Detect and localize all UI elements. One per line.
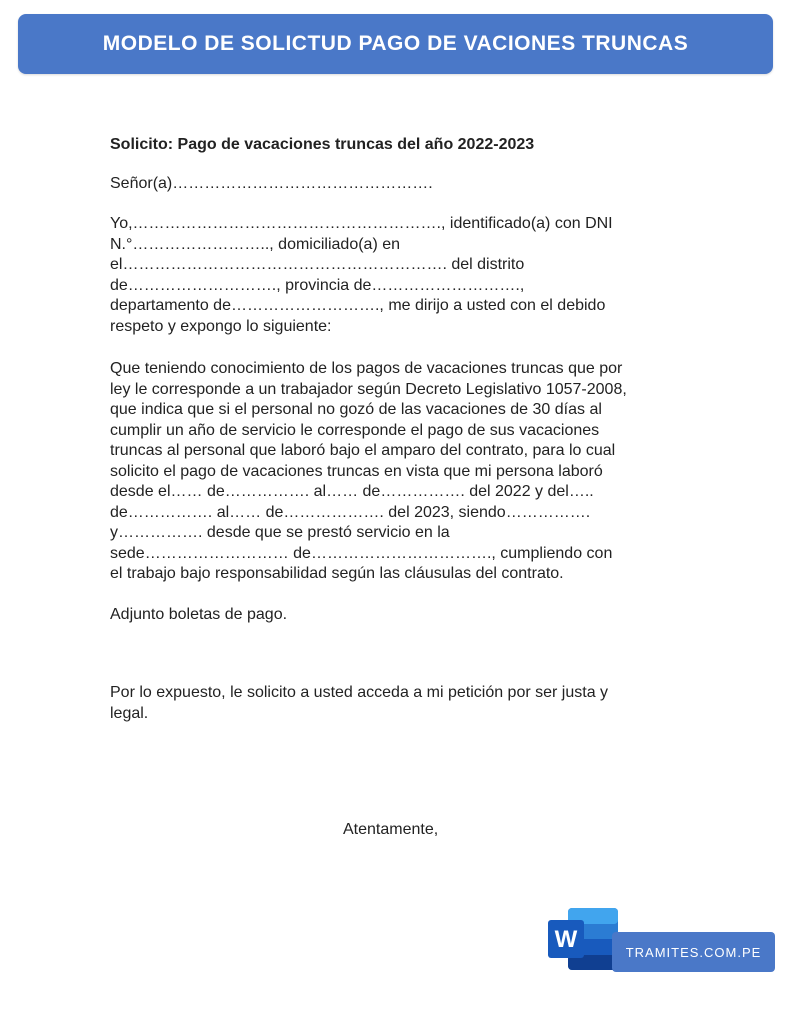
word-letter: W	[554, 926, 578, 953]
greeting-line: Señor(a)………………………………………….	[110, 174, 433, 192]
paragraph-line: N.°…………………….., domiciliado(a) en	[110, 235, 401, 253]
request-paragraph	[110, 683, 710, 724]
paragraph-line: que indica que si el personal no gozó de las vacaciones de 30 días al	[110, 401, 602, 418]
page-title: MODELO DE SOLICTUD PAGO DE VACIONES TRUNCAS	[102, 32, 689, 55]
paragraph-line: legal.	[110, 704, 149, 722]
subject-line: Solicito: Pago de vacaciones truncas del año 2022-2023	[110, 136, 535, 153]
paragraph-line: desde el…… de……………. al…… de……………. del 2022 y del…..	[110, 483, 594, 500]
site-url: TRAMITES.COM.PE	[625, 944, 762, 960]
attachment-line: Adjunto boletas de pago.	[110, 605, 288, 623]
identification-paragraph	[110, 214, 710, 337]
paragraph-line: el……………………………………………………. del distrito	[110, 256, 525, 273]
request-details-paragraph	[110, 359, 710, 585]
paragraph-line: respeto y expongo lo siguiente:	[110, 317, 332, 335]
paragraph-line: solicito el pago de vacaciones truncas en vista que mi persona laboró	[110, 462, 603, 480]
paragraph-line: truncas al personal que laboró bajo el amparo del contrato, para lo cual	[110, 442, 616, 459]
paragraph-line: de……………. al…… de………………. del 2023, siendo…………….	[110, 503, 591, 521]
paragraph-line: el trabajo bajo responsabilidad según las cláusulas del contrato.	[110, 565, 564, 582]
paragraph-line: Yo,…………………………………………………., identificado(a) con DNI	[110, 215, 613, 232]
paragraph-line: cumplir un año de servicio le corresponde el pago de sus vacaciones	[110, 421, 600, 439]
letter-body	[110, 135, 710, 724]
paragraph-line: sede……………………… de……………………………., cumpliendo con	[110, 544, 613, 562]
paragraph-line: ley le corresponde a un trabajador según Decreto Legislativo 1057-2008,	[110, 380, 627, 398]
paragraph-line: y……………. desde que se prestó servicio en la	[110, 524, 450, 541]
title-banner	[18, 14, 773, 74]
paragraph-line: departamento de………………………., me dirijo a usted con el debido	[110, 297, 606, 314]
closing-line: Atentamente,	[343, 821, 439, 838]
paragraph-line: Que teniendo conocimiento de los pagos de vacaciones truncas que por	[110, 360, 623, 377]
site-badge	[612, 932, 775, 972]
paragraph-line: Por lo expuesto, le solicito a usted acceda a mi petición por ser justa y	[110, 684, 609, 701]
paragraph-line: de………………………., provincia de……………………….,	[110, 276, 525, 294]
word-icon	[548, 908, 618, 970]
